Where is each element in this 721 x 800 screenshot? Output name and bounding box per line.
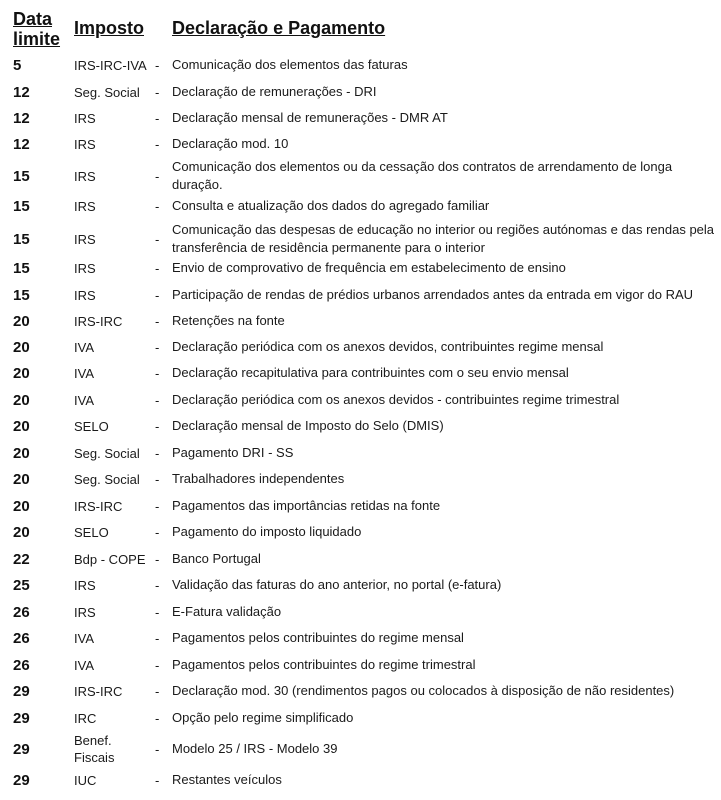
- separator: -: [155, 339, 160, 355]
- separator: -: [155, 57, 160, 73]
- tax-type: IRS: [74, 231, 96, 247]
- separator: -: [155, 524, 160, 540]
- deadline-day: 15: [13, 286, 30, 304]
- separator: -: [155, 657, 160, 673]
- deadline-day: 15: [13, 230, 30, 248]
- obligation-description: Pagamentos das importâncias retidas na fonte: [172, 498, 441, 513]
- deadline-day: 20: [13, 391, 30, 409]
- tax-type: IRS: [74, 136, 96, 152]
- obligation-description: Modelo 25 / IRS - Modelo 39: [172, 741, 338, 756]
- obligation-description: Declaração recapitulativa para contribuintes com o seu envio mensal: [172, 365, 569, 380]
- separator: -: [155, 418, 160, 434]
- tax-type: IVA: [74, 392, 94, 408]
- deadline-day: 20: [13, 444, 30, 462]
- obligation-description: Trabalhadores independentes: [172, 471, 345, 486]
- table-row: [0, 133, 721, 155]
- tax-type: Seg. Social: [74, 471, 140, 487]
- separator: -: [155, 313, 160, 329]
- separator: -: [155, 604, 160, 620]
- table-row: [0, 680, 721, 702]
- separator: -: [155, 498, 160, 514]
- table-row: [0, 415, 721, 437]
- obligation-description: Pagamentos pelos contribuintes do regime trimestral: [172, 657, 476, 672]
- obligation-description: Restantes veículos: [172, 772, 282, 787]
- table-row: [0, 81, 721, 103]
- separator: -: [155, 741, 160, 757]
- separator: -: [155, 710, 160, 726]
- deadline-day: 12: [13, 109, 30, 127]
- table-row: [0, 284, 721, 306]
- deadline-day: 26: [13, 603, 30, 621]
- tax-type: IVA: [74, 365, 94, 381]
- obligation-description: Pagamento DRI - SS: [172, 445, 294, 460]
- separator: -: [155, 136, 160, 152]
- tax-type: SELO: [74, 524, 109, 540]
- tax-type: IRS: [74, 287, 96, 303]
- table-row: [0, 548, 721, 570]
- tax-type: IVA: [74, 657, 94, 673]
- deadline-day: 22: [13, 550, 30, 568]
- tax-type: IUC: [74, 772, 97, 788]
- separator: -: [155, 198, 160, 214]
- deadline-day: 12: [13, 83, 30, 101]
- tax-type: IRS-IRC-IVA: [74, 57, 147, 73]
- deadline-day: 26: [13, 656, 30, 674]
- separator: -: [155, 683, 160, 699]
- obligation-description: Declaração mod. 10: [172, 136, 289, 151]
- separator: -: [155, 84, 160, 100]
- deadline-day: 15: [13, 259, 30, 277]
- tax-type: IRS: [74, 577, 96, 593]
- table-row: [0, 730, 721, 768]
- obligation-description: Comunicação dos elementos ou da cessação dos contratos de arrendamento de longa duração.: [172, 159, 673, 192]
- table-row: [0, 521, 721, 543]
- deadline-day: 20: [13, 470, 30, 488]
- tax-type: IRS-IRC: [74, 683, 123, 699]
- deadline-day: 12: [13, 135, 30, 153]
- tax-type: IVA: [74, 630, 94, 646]
- deadline-day: 29: [13, 771, 30, 789]
- obligation-description: E-Fatura validação: [172, 604, 282, 619]
- separator: -: [155, 365, 160, 381]
- separator: -: [155, 577, 160, 593]
- separator: -: [155, 168, 160, 184]
- tax-type: Benef. Fiscais: [74, 733, 115, 765]
- deadline-day: 20: [13, 497, 30, 515]
- tax-type: IRS: [74, 168, 96, 184]
- separator: -: [155, 772, 160, 788]
- table-row: [0, 574, 721, 596]
- deadline-day: 15: [13, 197, 30, 215]
- deadline-day: 20: [13, 364, 30, 382]
- deadline-day: 25: [13, 576, 30, 594]
- separator: -: [155, 445, 160, 461]
- tax-type: IRS: [74, 604, 96, 620]
- table-row: [0, 627, 721, 649]
- deadline-day: 29: [13, 709, 30, 727]
- separator: -: [155, 630, 160, 646]
- table-row: [0, 157, 721, 195]
- obligation-description: Comunicação das despesas de educação no interior ou regiões autónomas e das rendas pela transferência de residência permanente para o interior: [172, 222, 715, 255]
- obligation-description: Declaração mensal de remunerações - DMR AT: [172, 110, 448, 125]
- header-tax: Imposto: [74, 18, 144, 38]
- header-description: Declaração e Pagamento: [172, 18, 386, 38]
- tax-type: IRC: [74, 710, 97, 726]
- separator: -: [155, 551, 160, 567]
- obligation-description: Consulta e atualização dos dados do agregado familiar: [172, 198, 490, 213]
- separator: -: [155, 110, 160, 126]
- obligation-description: Declaração mensal de Imposto do Selo (DMIS): [172, 418, 444, 433]
- header-date: Data limite: [13, 9, 61, 49]
- deadline-day: 20: [13, 312, 30, 330]
- obligation-description: Retenções na fonte: [172, 313, 285, 328]
- deadline-day: 26: [13, 629, 30, 647]
- table-row: [0, 654, 721, 676]
- table-row: [0, 362, 721, 384]
- table-row: [0, 54, 721, 76]
- obligation-description: Banco Portugal: [172, 551, 261, 566]
- table-row: [0, 107, 721, 129]
- tax-type: SELO: [74, 418, 109, 434]
- obligation-description: Validação das faturas do ano anterior, no portal (e-fatura): [172, 577, 502, 592]
- table-row: [0, 257, 721, 279]
- obligation-description: Comunicação dos elementos das faturas: [172, 57, 408, 72]
- deadline-day: 20: [13, 523, 30, 541]
- tax-type: IRS: [74, 110, 96, 126]
- tax-type: IRS: [74, 260, 96, 276]
- separator: -: [155, 287, 160, 303]
- obligation-description: Pagamento do imposto liquidado: [172, 524, 362, 539]
- table-row: [0, 195, 721, 217]
- tax-type: Seg. Social: [74, 84, 140, 100]
- obligation-description: Declaração de remunerações - DRI: [172, 84, 377, 99]
- obligation-description: Declaração periódica com os anexos devidos - contribuintes regime trimestral: [172, 392, 620, 407]
- table-row: [0, 601, 721, 623]
- separator: -: [155, 471, 160, 487]
- tax-type: Seg. Social: [74, 445, 140, 461]
- deadline-day: 29: [13, 682, 30, 700]
- tax-type: IRS: [74, 198, 96, 214]
- tax-type: Bdp - COPE: [74, 551, 146, 567]
- obligation-description: Pagamentos pelos contribuintes do regime mensal: [172, 630, 464, 645]
- table-row: [0, 389, 721, 411]
- tax-type: IRS-IRC: [74, 313, 123, 329]
- table-row: [0, 468, 721, 490]
- table-row: [0, 769, 721, 791]
- deadline-day: 15: [13, 167, 30, 185]
- table-row: [0, 442, 721, 464]
- tax-type: IVA: [74, 339, 94, 355]
- deadline-day: 20: [13, 338, 30, 356]
- obligation-description: Participação de rendas de prédios urbanos arrendados antes da entrada em vigor do RAU: [172, 287, 694, 302]
- table-row: [0, 310, 721, 332]
- obligation-description: Declaração mod. 30 (rendimentos pagos ou colocados à disposição de não residentes): [172, 683, 675, 698]
- obligation-description: Opção pelo regime simplificado: [172, 710, 354, 725]
- table-row: [0, 495, 721, 517]
- separator: -: [155, 392, 160, 408]
- deadline-day: 29: [13, 740, 30, 758]
- obligation-description: Declaração periódica com os anexos devidos, contribuintes regime mensal: [172, 339, 604, 354]
- separator: -: [155, 231, 160, 247]
- obligation-description: Envio de comprovativo de frequência em estabelecimento de ensino: [172, 260, 566, 275]
- table-row: [0, 707, 721, 729]
- table-row: [0, 220, 721, 258]
- table-row: [0, 336, 721, 358]
- deadline-day: 20: [13, 417, 30, 435]
- separator: -: [155, 260, 160, 276]
- deadline-day: 5: [13, 56, 22, 74]
- tax-type: IRS-IRC: [74, 498, 123, 514]
